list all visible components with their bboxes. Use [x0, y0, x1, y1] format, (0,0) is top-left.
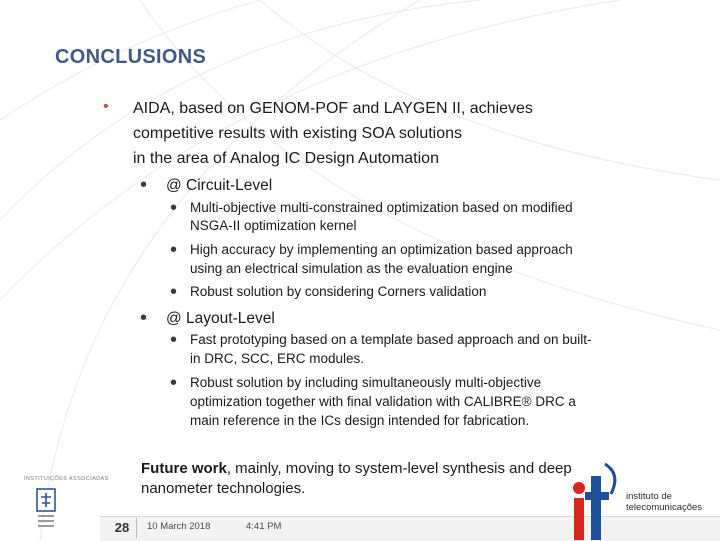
future-work-line2: nanometer technologies. [141, 480, 306, 497]
page-number: 28 [108, 518, 137, 538]
main-bullet-icon: • [103, 98, 109, 115]
circuit-item-bullet-icon: • [170, 281, 178, 303]
layout-item-2-line2: optimization together with final validation with CALIBRE® DRC a [190, 394, 576, 409]
future-work-lead: Future work [141, 460, 227, 477]
partner-institutions-label: INSTITUIÇÕES ASSOCIADAS [24, 476, 109, 482]
footer-date: 10 March 2018 [147, 521, 211, 532]
it-logo-icon [565, 458, 625, 540]
layout-bullet-icon: • [140, 307, 148, 329]
layout-item-2-line3: main reference in the ICs design intended for fabrication. [190, 413, 530, 428]
future-work-rest: , mainly, moving to system-level synthesis and deep [226, 460, 572, 477]
circuit-level-heading: @ Circuit-Level [166, 177, 273, 194]
layout-level-heading: @ Layout-Level [166, 310, 275, 327]
it-logo-text [626, 491, 702, 513]
circuit-item-3: Robust solution by considering Corners validation [190, 284, 487, 299]
circuit-item-2-line2: using an electrical simulation as the evaluation engine [190, 261, 513, 276]
it-logo-line2: telecomunicações [626, 502, 703, 513]
it-logo-line1: instituto de [626, 491, 672, 502]
layout-item-1: Fast prototyping based on a template based approach and on built- [190, 332, 592, 347]
main-bullet-text: AIDA, based on GENOM-POF and LAYGEN II, achieves [133, 100, 533, 117]
footer-time: 4:41 PM [246, 521, 282, 532]
future-work-text [141, 459, 572, 499]
layout-item-2: Robust solution by including simultaneously multi-objective [190, 375, 542, 390]
circuit-item-1-line2: NSGA-II optimization kernel [190, 218, 357, 233]
circuit-item-bullet-icon: • [170, 239, 178, 261]
slide-title: CONCLUSIONS [55, 46, 207, 68]
layout-item-bullet-icon: • [170, 329, 178, 351]
circuit-item-bullet-icon: • [170, 197, 178, 219]
circuit-bullet-icon: • [140, 174, 148, 196]
circuit-item-2: High accuracy by implementing an optimization based approach [190, 242, 573, 257]
ist-crest-icon [34, 487, 58, 535]
layout-item-1-line2: in DRC, SCC, ERC modules. [190, 351, 365, 366]
main-bullet-text-line2: competitive results with existing SOA solutions [133, 125, 463, 142]
main-bullet-text-line3: in the area of Analog IC Design Automation [133, 150, 439, 167]
layout-item-bullet-icon: • [170, 372, 178, 394]
circuit-item-1: Multi-objective multi-constrained optimization based on modified [190, 200, 573, 215]
